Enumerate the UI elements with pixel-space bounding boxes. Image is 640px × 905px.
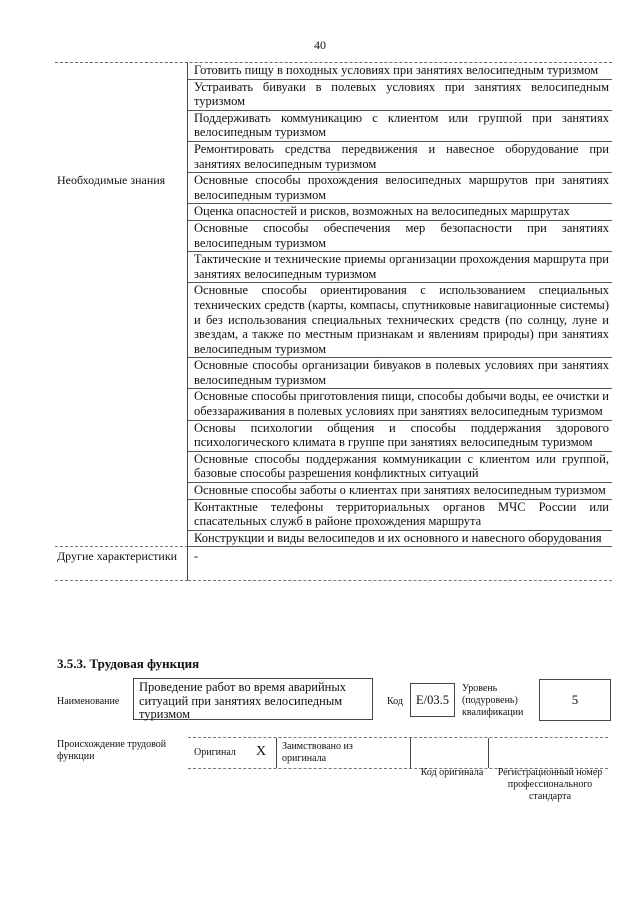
qualification-level-label: Уровень (подуровень) квалификации — [462, 683, 524, 718]
code-box: E/03.5 — [410, 683, 455, 717]
name-label: Наименование — [57, 696, 120, 707]
original-label: Оригинал — [194, 747, 236, 758]
knowledge-item: Основные способы прохождения велосипедных маршрутов при занятиях велосипедным туризмом — [188, 173, 612, 204]
skills-label-cell — [55, 63, 188, 173]
knowledge-item: Контактные телефоны территориальных органов МЧС России или спасательных служб в районе прохождения маршрута — [188, 500, 612, 531]
original-mark: X — [256, 744, 267, 759]
knowledge-item: Основные способы ориентирования с использованием специальных технических средств (карты, компасы, спутниковые навигационные системы) и без использования специальных технических средств (по солнцу, луне и звездам, а также по местным признакам и явлениям природы) при занятиях велосипедным туризмом — [188, 283, 612, 358]
function-name-box: Проведение работ во время аварийных ситуаций при занятиях велосипедным туризмом — [133, 678, 373, 720]
page-number: 40 — [314, 38, 326, 52]
knowledge-item: Оценка опасностей и рисков, возможных на велосипедных маршрутах — [188, 204, 612, 221]
knowledge-item: Основные способы поддержания коммуникации с клиентом или группой, базовые способы разрешения конфликтных ситуаций — [188, 452, 612, 483]
skill-item: Устраивать бивуаки в полевых условиях при занятиях велосипедным туризмом — [188, 80, 612, 111]
divider — [276, 738, 277, 768]
knowledge-item: Основные способы заботы о клиентах при занятиях велосипедным туризмом — [188, 483, 612, 500]
table-row — [55, 173, 612, 547]
registration-number-caption: Регистрационный номер профессионального стандарта — [497, 767, 603, 802]
other-characteristics-label: Другие характеристики — [55, 547, 188, 581]
knowledge-item: Основные способы обеспечения мер безопасности при занятиях велосипедным туризмом — [188, 221, 612, 252]
knowledge-item: Тактические и технические приемы организации прохождения маршрута при занятиях велосипедным туризмом — [188, 252, 612, 283]
knowledge-label: Необходимые знания — [55, 173, 188, 547]
knowledge-item: Основные способы приготовления пищи, способы добычи воды, ее очистки и обеззараживания в полевых условиях при занятиях велосипедным туризмом — [188, 389, 612, 420]
skill-item: Готовить пищу в походных условиях при занятиях велосипедным туризмом — [188, 63, 612, 80]
code-original-caption: Код оригинала — [420, 767, 484, 778]
knowledge-item: Основы психологии общения и способы поддержания здорового психологического климата в группе при занятиях велосипедным туризмом — [188, 421, 612, 452]
divider — [410, 738, 411, 768]
qualification-level-box: 5 — [539, 679, 611, 721]
knowledge-item: Конструкции и виды велосипедов и их основного и навесного оборудования — [188, 531, 612, 548]
table-row — [55, 63, 612, 173]
other-characteristics-value: - — [188, 547, 612, 581]
origin-label: Происхождение трудовой функции — [57, 739, 167, 762]
origin-row — [188, 737, 608, 769]
borrowed-label: Заимствовано из оригинала — [282, 741, 353, 764]
section-title: 3.5.3. Трудовая функция — [57, 656, 200, 671]
knowledge-item: Основные способы организации бивуаков в полевых условиях при занятиях велосипедным туризмом — [188, 358, 612, 389]
divider — [488, 738, 489, 768]
code-label: Код — [387, 696, 403, 707]
skill-item: Ремонтировать средства передвижения и навесное оборудование при занятиях велосипедным туризмом — [188, 142, 612, 173]
skill-item: Поддерживать коммуникацию с клиентом или группой при занятиях велосипедным туризмом — [188, 111, 612, 142]
skills-table — [55, 62, 612, 581]
table-row — [55, 547, 612, 581]
